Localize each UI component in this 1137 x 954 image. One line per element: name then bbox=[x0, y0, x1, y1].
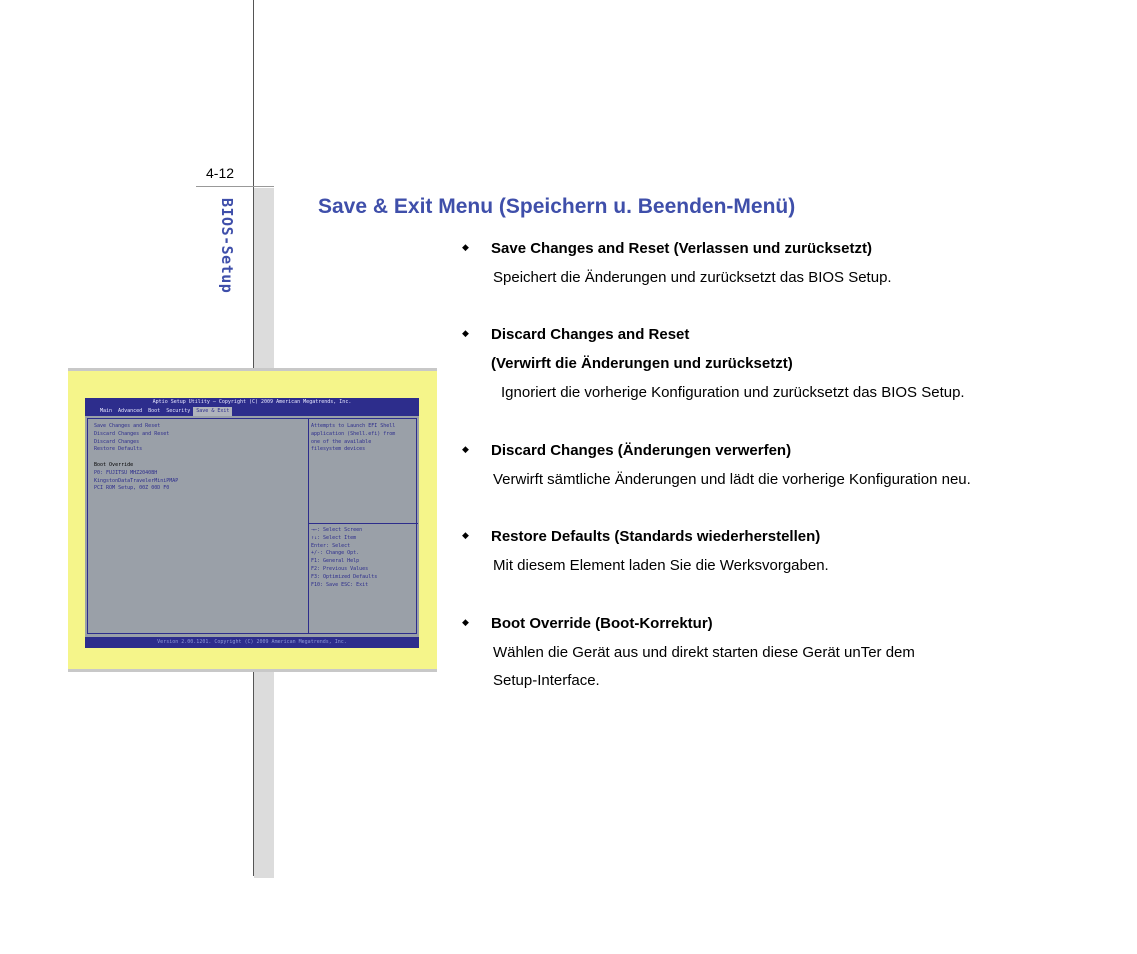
bios-help-line: application (Shell.efi) from bbox=[311, 430, 396, 437]
bios-spacer bbox=[94, 454, 304, 462]
item-description: Ignoriert die vorherige Konfiguration und zurücksetzt das BIOS Setup. bbox=[501, 384, 965, 401]
item-heading: Discard Changes (Änderungen verwerfen) bbox=[491, 442, 792, 459]
bullet-icon: ◆ bbox=[462, 242, 469, 252]
bios-title: Aptio Setup Utility – Copyright (C) 2009 American Megatrends, Inc. bbox=[152, 399, 352, 405]
bios-boot-device: PCI ROM Setup, 00Z 00D F0 bbox=[94, 485, 170, 492]
bios-screenshot bbox=[85, 398, 419, 648]
bios-key-line: →←: Select Screen bbox=[311, 527, 363, 533]
bullet-icon: ◆ bbox=[462, 328, 469, 338]
bios-help-line: filesystem devices bbox=[311, 446, 366, 453]
bios-tab-advanced: Advanced bbox=[118, 408, 143, 414]
bios-header bbox=[85, 398, 419, 416]
item-description: Speichert die Änderungen und zurücksetzt das BIOS Setup. bbox=[493, 269, 892, 286]
page-title: Save & Exit Menu (Speichern u. Beenden-Menü) bbox=[318, 195, 796, 218]
item-description: Mit diesem Element laden Sie die Werksvorgaben. bbox=[493, 557, 829, 574]
bios-tab-save-exit: Save & Exit bbox=[193, 407, 232, 416]
item-description-line2: Setup-Interface. bbox=[493, 672, 600, 689]
bios-menu bbox=[94, 423, 304, 493]
item-heading-line2: (Verwirft die Änderungen und zurücksetzt) bbox=[491, 355, 793, 372]
bios-help-line: Attempts to Launch EFI Shell bbox=[311, 423, 396, 429]
bios-menu-item: Restore Defaults bbox=[94, 446, 143, 453]
bios-help-line: one of the available bbox=[311, 438, 372, 445]
bullet-icon: ◆ bbox=[462, 444, 469, 454]
bios-key-line: F2: Previous Values bbox=[311, 565, 369, 572]
bios-menu-item: Discard Changes bbox=[94, 438, 140, 445]
bios-divider bbox=[308, 419, 309, 633]
bios-tab-security: Security bbox=[166, 408, 191, 414]
bios-key-legend bbox=[311, 527, 415, 589]
bios-key-line: ↑↓: Select Item bbox=[311, 534, 357, 541]
bios-help-text bbox=[311, 423, 415, 454]
item-heading: Restore Defaults (Standards wiederherstellen) bbox=[491, 528, 821, 545]
bullet-icon: ◆ bbox=[462, 530, 469, 540]
bios-tabs bbox=[85, 407, 419, 416]
bios-body bbox=[87, 418, 417, 634]
bios-footer: Version 2.00.1201. Copyright (C) 2009 American Megatrends, Inc. bbox=[85, 637, 419, 648]
bullet-icon: ◆ bbox=[462, 617, 469, 627]
item-heading: Discard Changes and Reset bbox=[491, 326, 690, 343]
bios-menu-item: Discard Changes and Reset bbox=[94, 430, 170, 437]
item-heading: Save Changes and Reset (Verlassen und zurücksetzt) bbox=[491, 240, 872, 257]
item-heading: Boot Override (Boot-Korrektur) bbox=[491, 615, 713, 632]
bios-help-divider bbox=[308, 523, 418, 524]
bios-tab-main: Main bbox=[100, 408, 113, 414]
bios-tab-boot: Boot bbox=[148, 408, 161, 414]
item-description: Verwirft sämtliche Änderungen und lädt die vorherige Konfiguration neu. bbox=[493, 471, 971, 488]
section-label: BIOS-Setup bbox=[218, 198, 236, 294]
bios-key-line: F10: Save ESC: Exit bbox=[311, 581, 369, 588]
bios-key-line: Enter: Select bbox=[311, 542, 351, 549]
bios-menu-item: Save Changes and Reset bbox=[94, 423, 161, 429]
bios-key-line: F1: General Help bbox=[311, 558, 360, 565]
bios-key-line: +/-: Change Opt. bbox=[311, 550, 360, 557]
bios-boot-device: P0: FUJITSU MHZ2040BH bbox=[94, 469, 158, 476]
bios-boot-device: KingstonDataTravelerMiniPMAP bbox=[94, 477, 179, 484]
bios-key-line: F3: Optimized Defaults bbox=[311, 573, 378, 580]
page-tab-rule bbox=[196, 186, 274, 187]
page-number: 4-12 bbox=[206, 165, 235, 181]
bios-boot-override-label: Boot Override bbox=[94, 461, 134, 468]
item-description: Wählen die Gerät aus und direkt starten diese Gerät unTer dem bbox=[493, 644, 915, 661]
